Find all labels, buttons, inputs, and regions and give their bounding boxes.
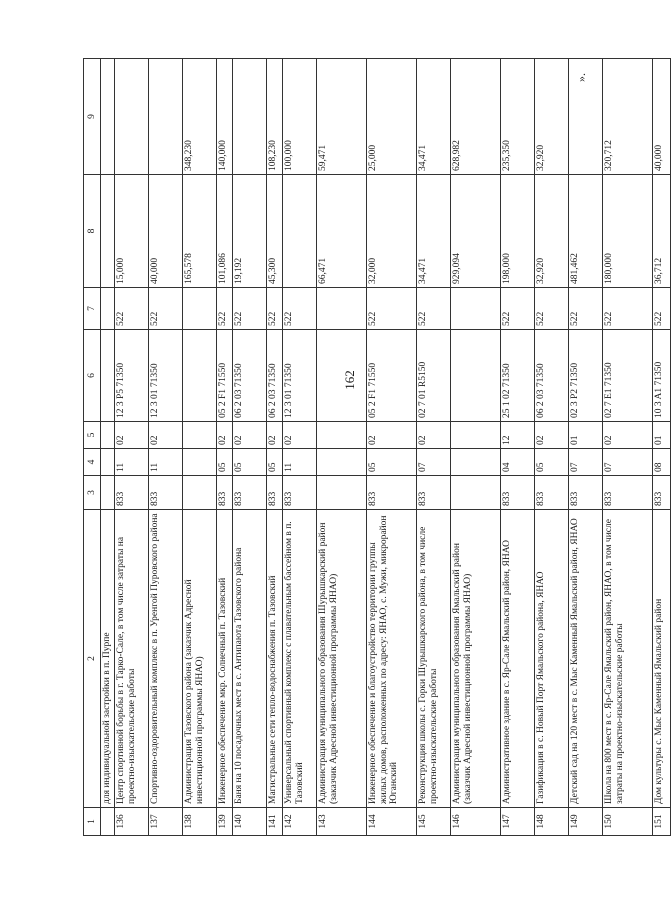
value-cell: 02 — [417, 422, 451, 449]
row-number-cell: 137 — [149, 808, 183, 836]
value-cell: 833 — [233, 476, 267, 510]
value-cell: 101,086 — [217, 175, 233, 288]
value-cell: 522 — [115, 288, 149, 330]
name-cell: Реконструкция школы с. Горки Шурышкарского района, в том числе проектно-изыскательские работы — [417, 510, 451, 808]
rotated-page — [83, 59, 664, 836]
table-row — [267, 59, 283, 836]
value-cell: 06 2 03 71350 — [535, 330, 569, 422]
name-cell: Центр спортивной борьбы в г. Тарко-Сале, в том числе затраты на проектно-изыскательские работы — [115, 510, 149, 808]
value-cell: 11 — [115, 449, 149, 476]
value-cell — [233, 59, 267, 175]
value-cell: 05 2 F1 71550 — [217, 330, 233, 422]
value-cell: 05 — [267, 449, 283, 476]
table-row — [569, 59, 603, 836]
row-number-cell: 140 — [233, 808, 267, 836]
value-cell: 05 2 F1 71550 — [367, 330, 417, 422]
value-cell: 06 2 03 71350 — [267, 330, 283, 422]
header-cell: 8 — [84, 175, 101, 288]
value-cell — [283, 175, 317, 288]
value-cell — [317, 476, 367, 510]
name-cell: Инженерное обеспечение мкр. Солнечный п. Тазовский — [217, 510, 233, 808]
value-cell: 02 — [115, 422, 149, 449]
value-cell: 02 — [233, 422, 267, 449]
header-cell: 6 — [84, 330, 101, 422]
budget-table — [83, 58, 671, 836]
value-cell: 522 — [233, 288, 267, 330]
table-row — [115, 59, 149, 836]
value-cell: 32,920 — [535, 175, 569, 288]
value-cell: 833 — [283, 476, 317, 510]
value-cell: 522 — [603, 288, 653, 330]
value-cell — [101, 476, 115, 510]
name-cell: Администрация Тазовского района (заказчик Адресной инвестиционной программы ЯНАО) — [183, 510, 217, 808]
value-cell: 45,300 — [267, 175, 283, 288]
value-cell: 12 — [501, 422, 535, 449]
table-row — [217, 59, 233, 836]
value-cell: 833 — [501, 476, 535, 510]
header-cell: 2 — [84, 510, 101, 808]
value-cell: 02 — [267, 422, 283, 449]
name-cell: Спортивно-оздоровительный комплекс в п. Уренгой Пуровского района — [149, 510, 183, 808]
name-cell: Дом культуры с. Мыс Каменный Ямальский район — [653, 510, 671, 808]
value-cell: 100,000 — [283, 59, 317, 175]
row-number-cell: 144 — [367, 808, 417, 836]
value-cell: 180,000 — [603, 175, 653, 288]
value-cell: 02 7 01 R5150 — [417, 330, 451, 422]
value-cell: 05 — [217, 449, 233, 476]
table-row — [417, 59, 451, 836]
header-cell: 3 — [84, 476, 101, 510]
row-number-cell: 141 — [267, 808, 283, 836]
value-cell: 05 — [367, 449, 417, 476]
value-cell: 348,230 — [183, 59, 217, 175]
row-number-cell: 150 — [603, 808, 653, 836]
name-cell: Детский сад на 120 мест в с. Мыс Каменный Ямальский район, ЯНАО — [569, 510, 603, 808]
value-cell: 522 — [535, 288, 569, 330]
value-cell: 15,000 — [115, 175, 149, 288]
value-cell: 07 — [569, 449, 603, 476]
table-row — [317, 59, 367, 836]
table-row — [367, 59, 417, 836]
value-cell: 833 — [535, 476, 569, 510]
value-cell: 59,471 — [317, 59, 367, 175]
footnote-mark: ». — [574, 73, 588, 82]
value-cell: 66,471 — [317, 175, 367, 288]
name-cell: для индивидуальной застройки в п. Пурпе — [101, 510, 115, 808]
row-number-cell: 147 — [501, 808, 535, 836]
table-row — [501, 59, 535, 836]
value-cell — [451, 422, 501, 449]
value-cell: 02 — [283, 422, 317, 449]
value-cell — [451, 476, 501, 510]
value-cell: 833 — [115, 476, 149, 510]
value-cell — [451, 449, 501, 476]
value-cell: 833 — [417, 476, 451, 510]
value-cell — [101, 449, 115, 476]
value-cell: 235,350 — [501, 59, 535, 175]
table-row — [233, 59, 267, 836]
value-cell: 522 — [501, 288, 535, 330]
name-cell: Администрация муниципального образования Шурышкарский район (заказчик Адресной инвестиционной программы ЯНАО) — [317, 510, 367, 808]
value-cell: 11 — [283, 449, 317, 476]
value-cell — [101, 422, 115, 449]
table-row — [535, 59, 569, 836]
table-row — [101, 59, 115, 836]
value-cell: 833 — [149, 476, 183, 510]
value-cell: 833 — [217, 476, 233, 510]
value-cell: 833 — [267, 476, 283, 510]
page-number: 162 — [341, 370, 357, 390]
value-cell — [101, 330, 115, 422]
row-number-cell: 142 — [283, 808, 317, 836]
value-cell — [317, 422, 367, 449]
value-cell — [183, 422, 217, 449]
value-cell: 07 — [417, 449, 451, 476]
value-cell: 01 — [569, 422, 603, 449]
value-cell: 02 7 E1 71350 — [603, 330, 653, 422]
value-cell: 833 — [569, 476, 603, 510]
value-cell: 522 — [569, 288, 603, 330]
header-cell: 4 — [84, 449, 101, 476]
name-cell: Администрация муниципального образования Ямальский район (заказчик Адресной инвестиционной программы ЯНАО) — [451, 510, 501, 808]
value-cell: 522 — [217, 288, 233, 330]
value-cell — [317, 449, 367, 476]
value-cell: 02 — [367, 422, 417, 449]
value-cell: 05 — [233, 449, 267, 476]
value-cell — [101, 288, 115, 330]
value-cell: 10 3 A1 71350 — [653, 330, 671, 422]
header-row — [84, 59, 101, 836]
row-number-cell: 151 — [653, 808, 671, 836]
value-cell: 32,000 — [367, 175, 417, 288]
value-cell: 522 — [417, 288, 451, 330]
value-cell: 08 — [653, 449, 671, 476]
row-number-cell: 139 — [217, 808, 233, 836]
value-cell: 06 2 03 71350 — [233, 330, 267, 422]
table-row — [653, 59, 671, 836]
value-cell: 833 — [603, 476, 653, 510]
value-cell — [317, 288, 367, 330]
value-cell: 140,000 — [217, 59, 233, 175]
table-row — [283, 59, 317, 836]
value-cell: 320,712 — [603, 59, 653, 175]
value-cell: 25,000 — [367, 59, 417, 175]
row-number-cell: 143 — [317, 808, 367, 836]
row-number-cell: 138 — [183, 808, 217, 836]
row-number-cell: 149 — [569, 808, 603, 836]
name-cell: Газификация в с. Новый Порт Ямальского района, ЯНАО — [535, 510, 569, 808]
header-cell: 1 — [84, 808, 101, 836]
value-cell: 108,230 — [267, 59, 283, 175]
value-cell: 198,000 — [501, 175, 535, 288]
value-cell: 11 — [149, 449, 183, 476]
value-cell: 01 — [653, 422, 671, 449]
value-cell: 40,000 — [653, 59, 671, 175]
value-cell: 19,192 — [233, 175, 267, 288]
table-row — [603, 59, 653, 836]
value-cell: 34,471 — [417, 175, 451, 288]
value-cell: 165,578 — [183, 175, 217, 288]
value-cell: 929,094 — [451, 175, 501, 288]
value-cell — [183, 330, 217, 422]
value-cell: 04 — [501, 449, 535, 476]
value-cell — [451, 288, 501, 330]
value-cell: 481,462 — [569, 175, 603, 288]
table-row — [451, 59, 501, 836]
name-cell: Баня на 10 посадочных мест в с. Антипаюта Тазовского района — [233, 510, 267, 808]
row-number-cell: 148 — [535, 808, 569, 836]
value-cell: 628,982 — [451, 59, 501, 175]
value-cell: 02 — [217, 422, 233, 449]
name-cell: Административное здание в с. Яр-Сале Ямальский район, ЯНАО — [501, 510, 535, 808]
value-cell: 12 3 01 71350 — [283, 330, 317, 422]
value-cell: 522 — [149, 288, 183, 330]
value-cell: 25 1 02 71350 — [501, 330, 535, 422]
header-cell: 9 — [84, 59, 101, 175]
value-cell — [115, 59, 149, 175]
value-cell — [149, 59, 183, 175]
value-cell: 36,712 — [653, 175, 671, 288]
value-cell: 833 — [653, 476, 671, 510]
value-cell — [451, 330, 501, 422]
value-cell: 02 — [603, 422, 653, 449]
row-number-cell — [101, 808, 115, 836]
table-row — [149, 59, 183, 836]
value-cell: 02 3 P2 71350 — [569, 330, 603, 422]
value-cell: 02 — [149, 422, 183, 449]
header-cell: 5 — [84, 422, 101, 449]
value-cell: 522 — [283, 288, 317, 330]
value-cell — [183, 476, 217, 510]
header-cell: 7 — [84, 288, 101, 330]
value-cell — [101, 175, 115, 288]
value-cell: 02 — [535, 422, 569, 449]
value-cell: 32,920 — [535, 59, 569, 175]
row-number-cell: 145 — [417, 808, 451, 836]
value-cell: 34,471 — [417, 59, 451, 175]
value-cell: 522 — [653, 288, 671, 330]
value-cell — [101, 59, 115, 175]
value-cell — [317, 330, 367, 422]
value-cell — [183, 449, 217, 476]
value-cell: 05 — [535, 449, 569, 476]
value-cell: 522 — [367, 288, 417, 330]
value-cell — [183, 288, 217, 330]
name-cell: Универсальный спортивный комплекс с плавательным бассейном в п. Тазовский — [283, 510, 317, 808]
value-cell: 833 — [367, 476, 417, 510]
table-body — [84, 59, 671, 836]
name-cell: Школа на 800 мест в с. Яр-Сале Ямальский район, ЯНАО, в том числе затраты на проектно-изыскательские работы — [603, 510, 653, 808]
value-cell: 12 3 01 71350 — [149, 330, 183, 422]
name-cell: Магистральные сети тепло-водоснабжения п. Тазовский — [267, 510, 283, 808]
row-number-cell: 146 — [451, 808, 501, 836]
value-cell: 40,000 — [149, 175, 183, 288]
value-cell: 07 — [603, 449, 653, 476]
value-cell: 12 3 P5 71350 — [115, 330, 149, 422]
table-row — [183, 59, 217, 836]
row-number-cell: 136 — [115, 808, 149, 836]
value-cell: 522 — [267, 288, 283, 330]
name-cell: Инженерное обеспечение и благоустройство территории группы жилых домов, расположенных по адресу: ЯНАО, с. Мужи, микрорайон Юганский — [367, 510, 417, 808]
